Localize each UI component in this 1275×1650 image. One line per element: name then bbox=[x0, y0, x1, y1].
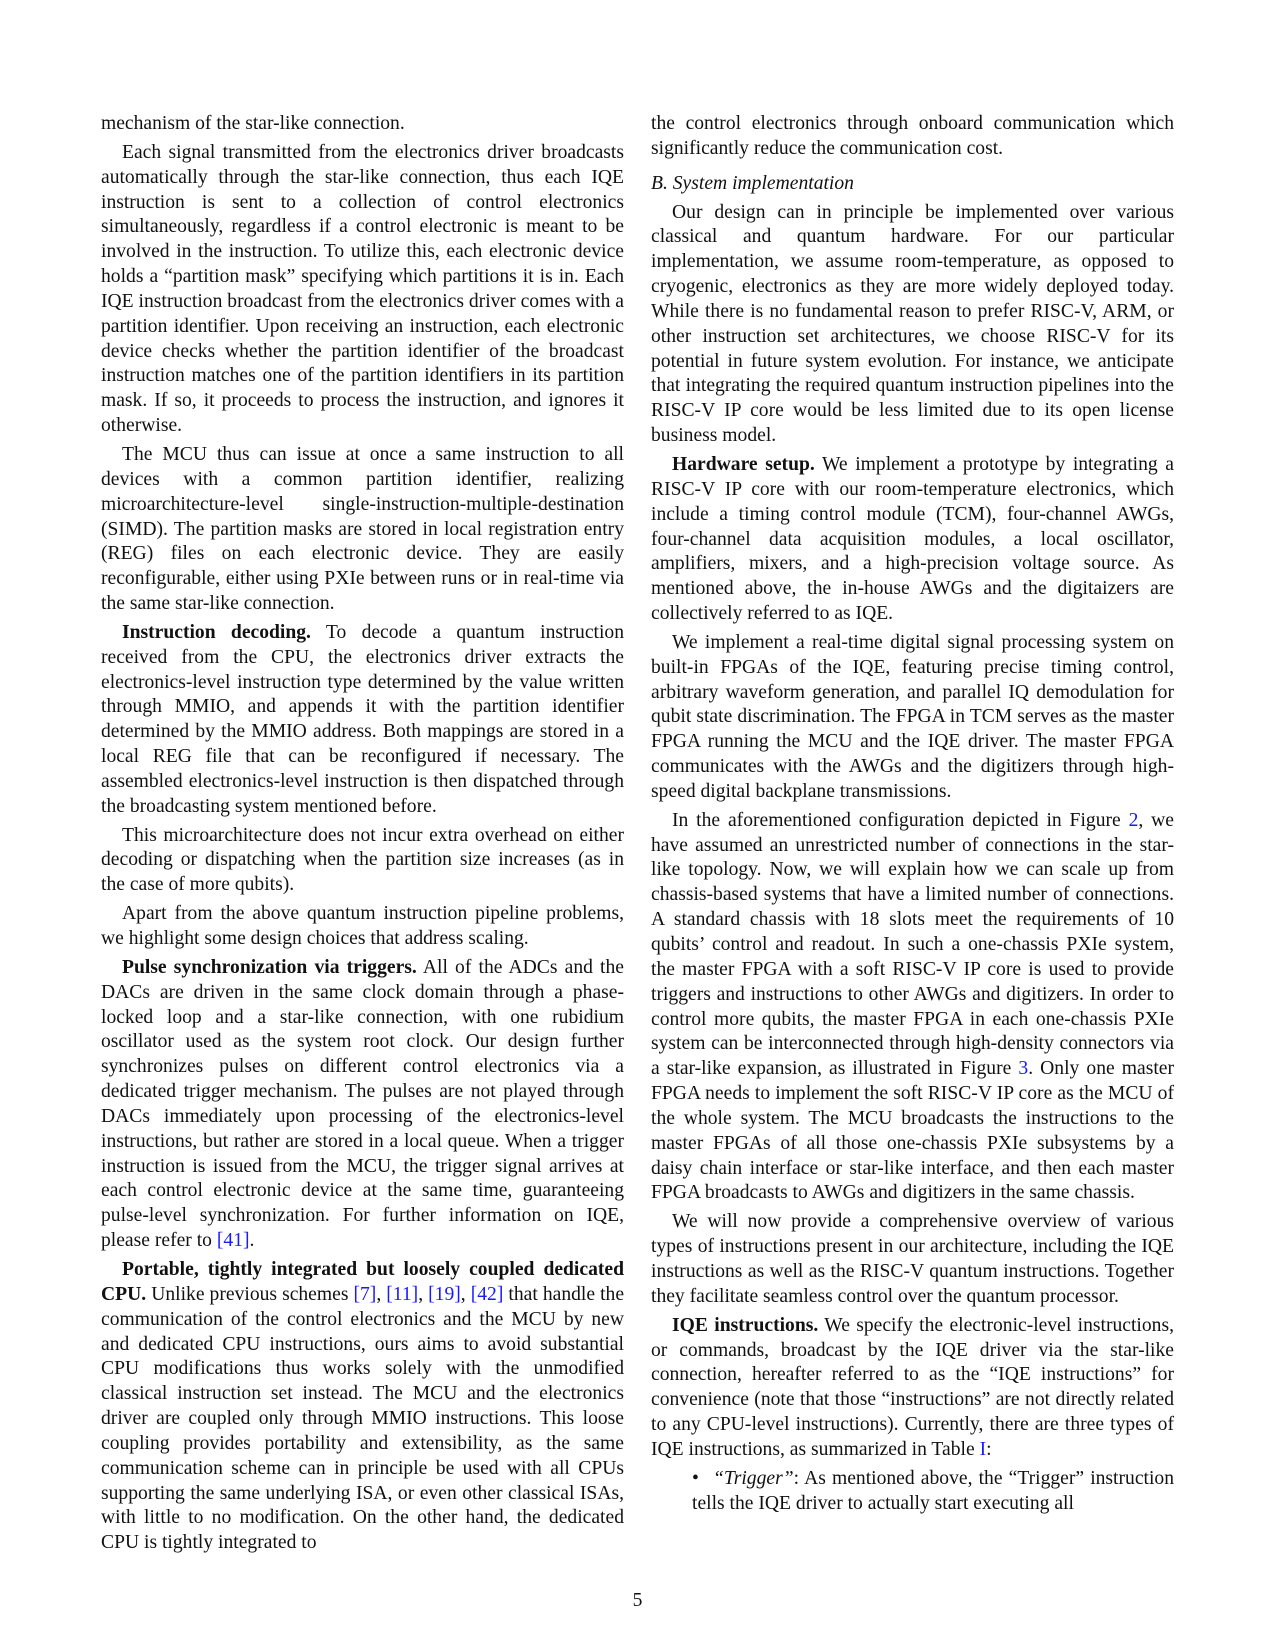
paragraph bbox=[651, 1314, 1174, 1463]
paragraph-heading: Portable, tightly integrated but loosely coupled dedicated CPU. bbox=[101, 1258, 624, 1305]
punctuation: , bbox=[418, 1283, 429, 1305]
paragraph-body: All of the ADCs and the DACs are driven in the same clock domain through a phase-locked loop and a star-like connection, with one rubidium oscillator used as the system root clock. Our design further synchronizes pulses on different control electronics via a dedicated trigger mechanism. The pulses are not played through DACs immediately upon processing of the electronics-level instructions, but rather are stored in a local queue. When a trigger instruction is issued from the MCU, the trigger signal arrives at each control electronic device at the same time, guaranteeing pulse-level synchronization. For further information on IQE, please refer to bbox=[101, 956, 624, 1252]
paragraph: We implement a real-time digital signal processing system on built-in FPGAs of the IQE, featuring precise timing control, arbitrary waveform generation, and parallel IQ demodulation for qubit state discrimination. The FPGA in TCM serves as the master FPGA running the MCU and the IQE driver. The master FPGA communicates with the AWGs and the digitizers through high-speed digital backplane transmissions. bbox=[651, 631, 1174, 802]
left-column bbox=[101, 112, 624, 1560]
paragraph-body: We implement a prototype by integrating a RISC-V IP core with our room-temperature electronics, which include a timing control module (TCM), four-channel AWGs, four-channel data acquisition modules, a local oscillator, amplifiers, mixers, and a high-precision voltage source. As mentioned above, the in-house AWGs and the digitaizers are collectively referred to as IQE. bbox=[651, 453, 1174, 625]
paragraph bbox=[101, 1258, 624, 1556]
figure-link[interactable]: 3 bbox=[1018, 1058, 1029, 1080]
list-item-body: : As mentioned above, the “Trigger” instruction tells the IQE driver to actually start executing all bbox=[692, 1467, 1174, 1514]
punctuation: , bbox=[376, 1283, 387, 1305]
citation-link[interactable]: [42] bbox=[470, 1283, 504, 1305]
citation-link[interactable]: [41] bbox=[216, 1230, 250, 1252]
paragraph bbox=[651, 809, 1174, 1207]
paragraph-body: that handle the communication of the control electronics and the MCU by new and dedicated CPU instructions, ours aims to avoid substantial CPU modifications thus works solely with the unmodified classical instruction set instead. The MCU and the electronics driver are coupled only through MMIO instructions. This loose coupling provides portability and extensibility, as the same communication scheme can in principle be used with all CPUs supporting the same underlying ISA, or even other classical ISAs, with little to no modification. On the other hand, the dedicated CPU is tightly integrated to bbox=[101, 1283, 625, 1554]
list-item-term: “Trigger” bbox=[713, 1467, 794, 1489]
paragraph-body: , we have assumed an unrestricted number of connections in the star-like topology. Now, we will explain how we can scale up from chassis-based systems that have a limited number of connections. A standard chassis with 18 slots meet the requirements of 10 qubits’ control and readout. In such a one-chassis PXIe system, the master FPGA with a soft RISC-V IP core is used to provide triggers and instructions to other AWGs and digitizers. In order to control more qubits, the master FPGA in each one-chassis PXIe system can be interconnected through high-density connectors via a star-like expansion, as illustrated in Figure bbox=[651, 809, 1174, 1080]
paragraph-body: We specify the electronic-level instructions, or commands, broadcast by the IQE driver via the star-like connection, hereafter referred to as the “IQE instructions” for convenience (note that those “instructions” are not directly related to any CPU-level instructions). Currently, there are three types of IQE instructions, as summarized in Table bbox=[651, 1314, 1174, 1460]
paragraph bbox=[101, 621, 624, 820]
paragraph: This microarchitecture does not incur extra overhead on either decoding or dispatching when the partition size increases (as in the case of more qubits). bbox=[101, 824, 624, 896]
paragraph bbox=[651, 453, 1174, 627]
page-number: 5 bbox=[632, 1590, 643, 1611]
paragraph: We will now provide a comprehensive overview of various types of instructions present in our architecture, including the IQE instructions as well as the RISC-V quantum instructions. Together they facilitate seamless control over the quantum processor. bbox=[651, 1211, 1174, 1307]
bullet-icon: • bbox=[692, 1467, 699, 1489]
section-heading: B. System implementation bbox=[651, 172, 854, 194]
paragraph-body: Unlike previous schemes bbox=[146, 1283, 354, 1305]
figure-link[interactable]: 2 bbox=[1128, 809, 1139, 831]
paragraph-body: To decode a quantum instruction received from the CPU, the electronics driver extracts the electronics-level instruction type determined by the value written through MMIO, and appends it with the partition identifier determined by the MMIO address. Both mappings are stored in a local REG file that can be reconfigured if necessary. The assembled electronics-level instruction is then dispatched through the broadcasting system mentioned before. bbox=[101, 621, 624, 817]
right-column bbox=[651, 112, 1174, 1520]
punctuation: . bbox=[249, 1230, 255, 1252]
paragraph: the control electronics through onboard communication which significantly reduce the communication cost. bbox=[651, 113, 1174, 159]
paragraph-heading: Instruction decoding. bbox=[122, 621, 311, 643]
list-item bbox=[651, 1467, 1174, 1517]
paragraph-heading: IQE instructions. bbox=[672, 1314, 819, 1336]
paragraph: Our design can in principle be implemented over various classical and quantum hardware. For our particular implementation, we assume room-temperature, as opposed to cryogenic, electronics as they are more widely deployed today. While there is no fundamental reason to prefer RISC-V, ARM, or other instruction set architectures, we choose RISC-V for its potential in future system evolution. For instance, we anticipate that integrating the required quantum instruction pipelines into the RISC-V IP core would be less limited due to its open license business model. bbox=[651, 201, 1174, 447]
paragraph-heading: Pulse synchronization via triggers. bbox=[122, 956, 417, 978]
table-link[interactable]: I bbox=[979, 1438, 987, 1460]
paragraph-body: In the aforementioned configuration depicted in Figure bbox=[672, 809, 1129, 831]
paragraph-body: . Only one master FPGA needs to implement the soft RISC-V IP core as the MCU of the whole system. The MCU broadcasts the instructions to the master FPGAs of all those one-chassis PXIe subsystems by a daisy chain interface or star-like interface, and then each master FPGA broadcasts to AWGs and digitizers in the same chassis. bbox=[651, 1058, 1174, 1204]
paragraph: Apart from the above quantum instruction pipeline problems, we highlight some design choices that address scaling. bbox=[101, 903, 624, 949]
punctuation: : bbox=[986, 1438, 992, 1460]
citation-link[interactable]: [7] bbox=[353, 1283, 377, 1305]
paragraph bbox=[101, 956, 624, 1254]
paragraph: Each signal transmitted from the electronics driver broadcasts automatically through the star-like connection, thus each IQE instruction is sent to a collection of control electronics simultaneously, regardless if a control electronic is meant to be involved in the instruction. To utilize this, each electronic device holds a “partition mask” specifying which partitions it is in. Each IQE instruction broadcast from the electronics driver comes with a partition identifier. Upon receiving an instruction, each electronic device checks whether the partition identifier of the broadcast instruction matches one of the partition identifiers in its partition mask. If so, it proceeds to process the instruction, and ignores it otherwise. bbox=[101, 141, 624, 437]
paragraph: The MCU thus can issue at once a same instruction to all devices with a common partition identifier, realizing microarchitecture-level single-instruction-multiple-destination (SIMD). The partition masks are stored in local registration entry (REG) files on each electronic device. They are easily reconfigurable, either using PXIe between runs or in real-time via the same star-like connection. bbox=[101, 443, 624, 615]
paragraph: mechanism of the star-like connection. bbox=[101, 113, 405, 134]
citation-link[interactable]: [19] bbox=[428, 1283, 461, 1305]
punctuation: , bbox=[460, 1283, 471, 1305]
paragraph-heading: Hardware setup. bbox=[672, 453, 815, 475]
citation-link[interactable]: [11] bbox=[386, 1283, 419, 1305]
